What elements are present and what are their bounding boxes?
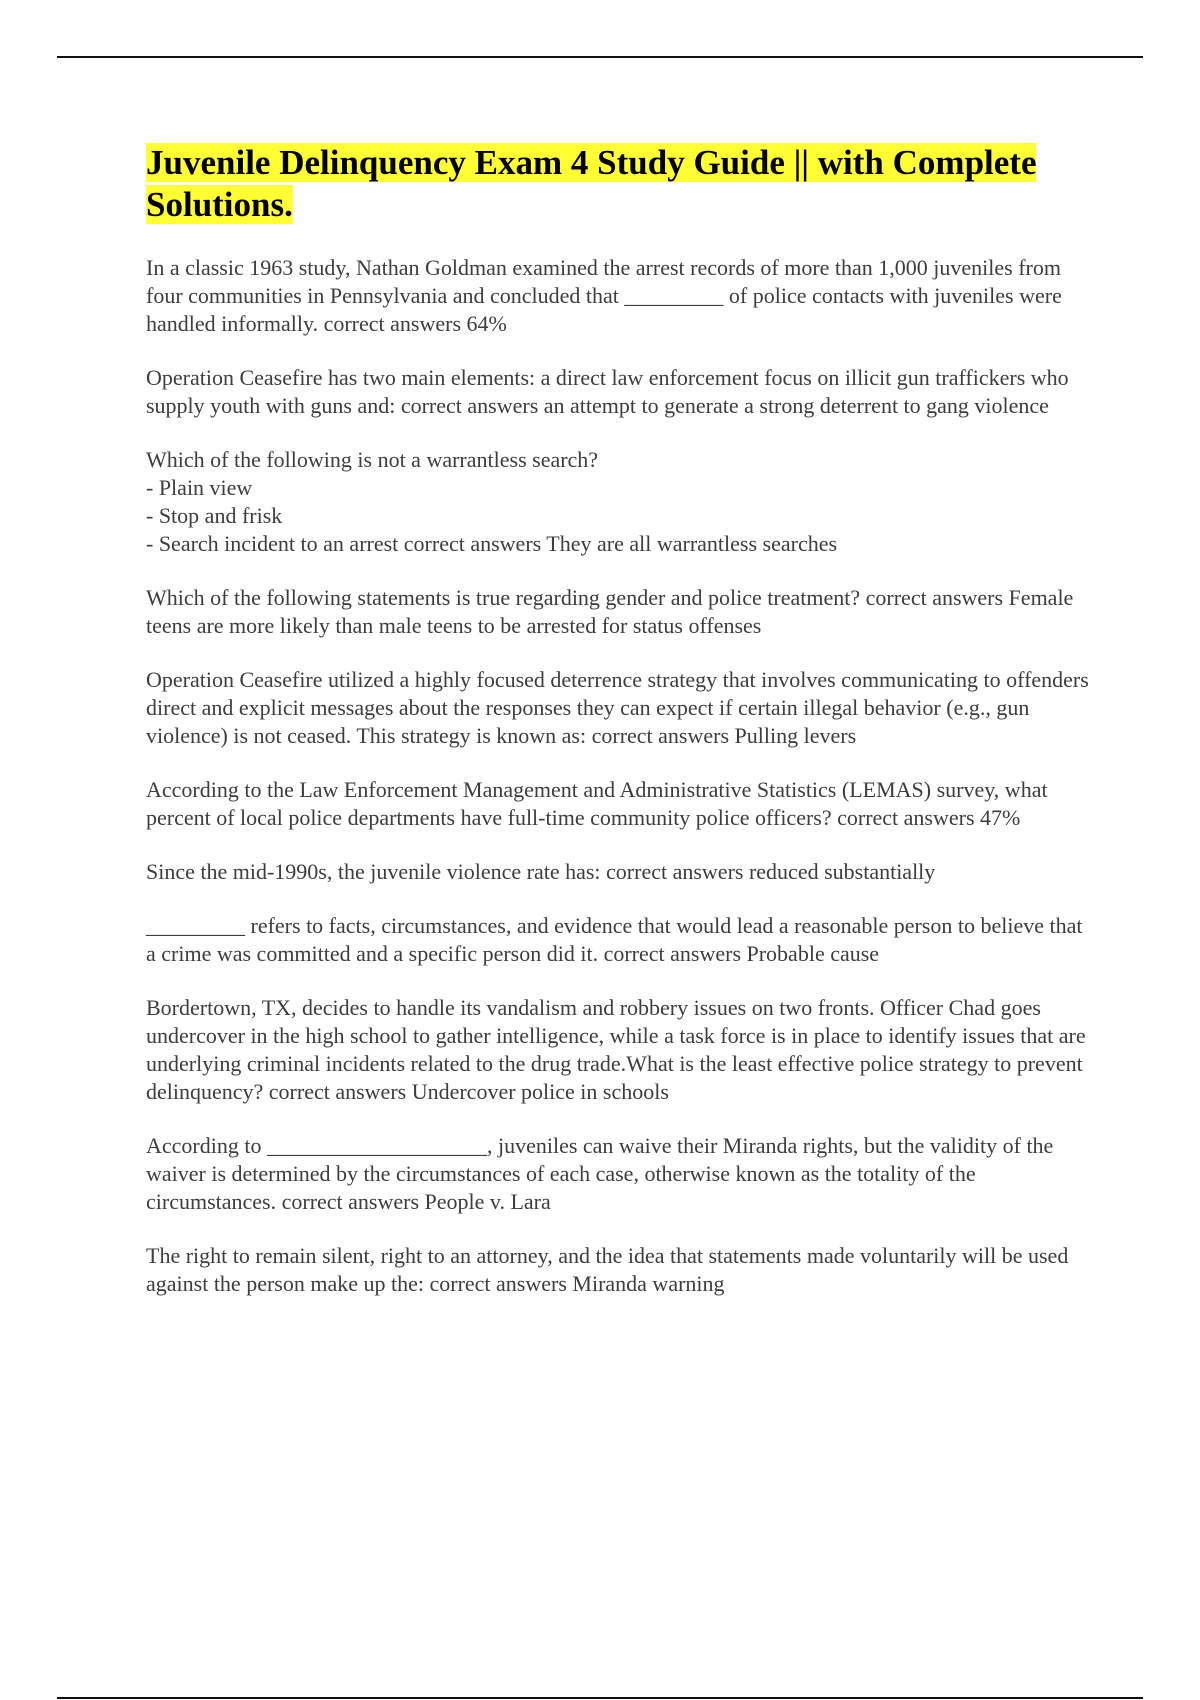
bottom-divider xyxy=(57,1697,1143,1699)
qa-item-7: Since the mid-1990s, the juvenile violence rate has: correct answers reduced substantially xyxy=(146,859,936,884)
title-highlight: Juvenile Delinquency Exam 4 Study Guide || with Complete Solutions. xyxy=(146,143,1037,224)
qa-item-1: In a classic 1963 study, Nathan Goldman examined the arrest records of more than 1,000 juveniles from four communities in Pennsylvania and concluded that _________ of police contacts with juveniles were handled informally. correct answers 64% xyxy=(146,255,1062,336)
qa-item-5: Operation Ceasefire utilized a highly focused deterrence strategy that involves communicating to offenders direct and explicit messages about the responses they can expect if certain illegal behavior (e.g., gun violence) is not ceased. This strategy is known as: correct answers Pulling levers xyxy=(146,667,1089,748)
qa-item-2: Operation Ceasefire has two main elements: a direct law enforcement focus on illicit gun traffickers who supply youth with guns and: correct answers an attempt to generate a strong deterrent to gang violence xyxy=(146,365,1069,418)
qa-item-4: Which of the following statements is true regarding gender and police treatment? correct answers Female teens are more likely than male teens to be arrested for status offenses xyxy=(146,585,1074,638)
document-body xyxy=(146,142,1096,1324)
qa-item-11: The right to remain silent, right to an attorney, and the idea that statements made voluntarily will be used against the person make up the: correct answers Miranda warning xyxy=(146,1243,1069,1296)
qa-item-9: Bordertown, TX, decides to handle its vandalism and robbery issues on two fronts. Officer Chad goes undercover in the high school to gather intelligence, while a task force is in place to identify issues that are underlying criminal incidents related to the drug trade.What is the least effective police strategy to prevent delinquency? correct answers Undercover police in schools xyxy=(146,995,1086,1104)
document-title xyxy=(146,142,1096,226)
top-divider xyxy=(57,56,1143,58)
qa-item-3: Which of the following is not a warrantless search? - Plain view - Stop and frisk - Search incident to an arrest correct answers They are all warrantless searches xyxy=(146,447,838,556)
qa-item-6: According to the Law Enforcement Management and Administrative Statistics (LEMAS) survey, what percent of local police departments have full-time community police officers? correct answers 47% xyxy=(146,777,1048,830)
qa-item-10: According to ____________________, juveniles can waive their Miranda rights, but the validity of the waiver is determined by the circumstances of each case, otherwise known as the totality of the circumstances. correct answers People v. Lara xyxy=(146,1133,1054,1214)
qa-item-8: _________ refers to facts, circumstances, and evidence that would lead a reasonable person to believe that a crime was committed and a specific person did it. correct answers Probable cause xyxy=(146,913,1083,966)
